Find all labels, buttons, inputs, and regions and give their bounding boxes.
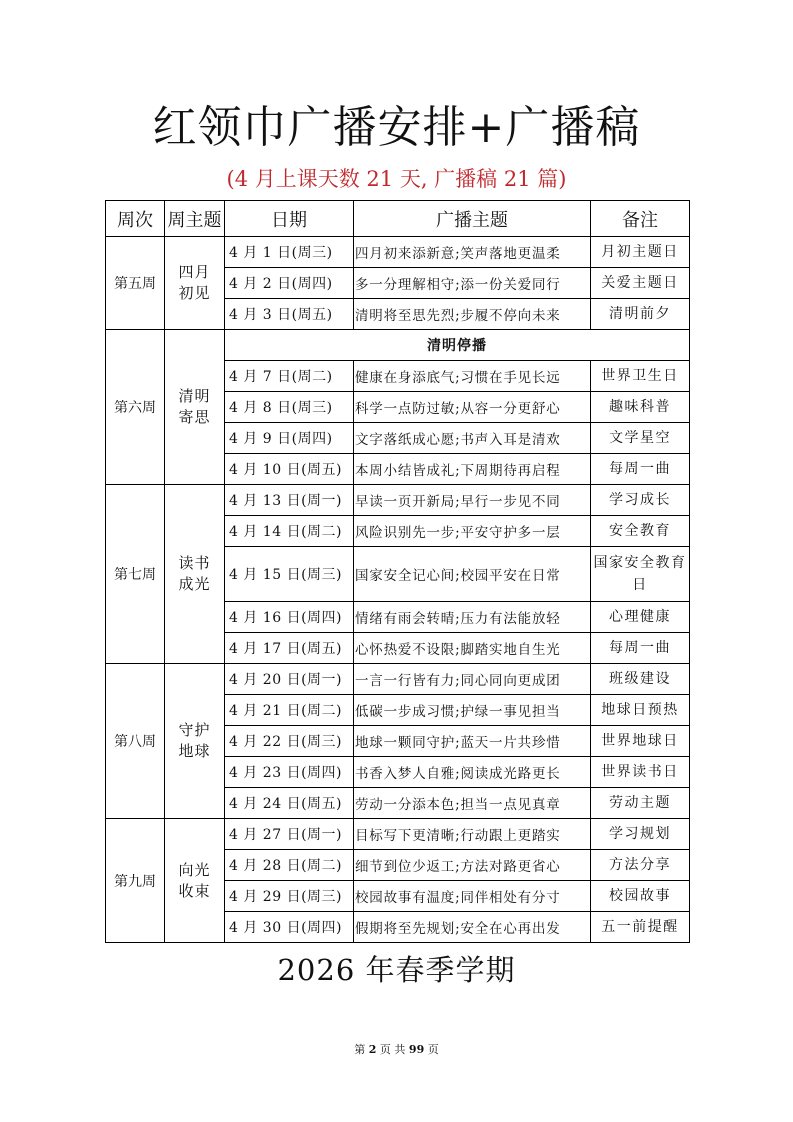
topic-cell: 四月初来添新意;笑声落地更温柔	[354, 237, 591, 268]
header-topic: 广播主题	[354, 201, 591, 237]
date-cell: 4 月 21 日(周二)	[225, 695, 354, 726]
topic-cell: 情绪有雨会转晴;压力有法能放轻	[354, 602, 591, 633]
note-cell: 学习规划	[591, 819, 690, 850]
note-cell: 班级建设	[591, 664, 690, 695]
topic-cell: 文字落纸成心愿;书声入耳是清欢	[354, 423, 591, 454]
topic-cell: 书香入梦人自雅;阅读成光路更长	[354, 757, 591, 788]
week-theme: 向光 收束	[165, 819, 225, 943]
note-cell: 国家安全教育日	[591, 547, 690, 602]
header-note: 备注	[591, 201, 690, 237]
date-cell: 4 月 20 日(周一)	[225, 664, 354, 695]
note-cell: 五一前提醒	[591, 912, 690, 943]
topic-cell: 清明将至思先烈;步履不停向未来	[354, 299, 591, 330]
table-header-row	[106, 201, 690, 237]
week-label: 第六周	[106, 330, 165, 485]
note-cell: 月初主题日	[591, 237, 690, 268]
date-cell: 4 月 27 日(周一)	[225, 819, 354, 850]
no-broadcast-notice: 清明停播	[225, 330, 690, 361]
date-cell: 4 月 2 日(周四)	[225, 268, 354, 299]
week-label: 第五周	[106, 237, 165, 330]
week-theme: 读书 成光	[165, 485, 225, 664]
topic-cell: 地球一颗同守护;蓝天一片共珍惜	[354, 726, 591, 757]
table-row	[106, 664, 690, 695]
note-cell: 文学星空	[591, 423, 690, 454]
week-label: 第九周	[106, 819, 165, 943]
date-cell: 4 月 16 日(周四)	[225, 602, 354, 633]
date-cell: 4 月 13 日(周一)	[225, 485, 354, 516]
term-label: 2026 年春季学期	[277, 953, 516, 987]
table-row	[106, 485, 690, 516]
date-cell: 4 月 3 日(周五)	[225, 299, 354, 330]
topic-cell: 假期将至先规划;安全在心再出发	[354, 912, 591, 943]
note-cell: 世界地球日	[591, 726, 690, 757]
page-number: 第 2 页 共 99 页	[354, 1043, 439, 1056]
date-cell: 4 月 1 日(周三)	[225, 237, 354, 268]
note-cell: 世界读书日	[591, 757, 690, 788]
note-cell: 每周一曲	[591, 633, 690, 664]
date-cell: 4 月 30 日(周四)	[225, 912, 354, 943]
topic-cell: 心怀热爱不设限;脚踏实地自生光	[354, 633, 591, 664]
note-cell: 劳动主题	[591, 788, 690, 819]
broadcast-schedule-table	[105, 200, 690, 943]
date-cell: 4 月 22 日(周三)	[225, 726, 354, 757]
topic-cell: 一言一行皆有力;同心同向更成团	[354, 664, 591, 695]
document-title: 红领巾广播安排+广播稿	[152, 102, 641, 153]
topic-cell: 本周小结皆成礼;下周期待再启程	[354, 454, 591, 485]
topic-cell: 劳动一分添本色;担当一点见真章	[354, 788, 591, 819]
week-theme: 守护 地球	[165, 664, 225, 819]
note-cell: 每周一曲	[591, 454, 690, 485]
note-cell: 心理健康	[591, 602, 690, 633]
topic-cell: 早读一页开新局;早行一步见不同	[354, 485, 591, 516]
date-cell: 4 月 29 日(周三)	[225, 881, 354, 912]
note-cell: 学习成长	[591, 485, 690, 516]
note-cell: 方法分享	[591, 850, 690, 881]
topic-cell: 多一分理解相守;添一份关爱同行	[354, 268, 591, 299]
date-cell: 4 月 9 日(周四)	[225, 423, 354, 454]
table-row	[106, 819, 690, 850]
week-label: 第八周	[106, 664, 165, 819]
date-cell: 4 月 17 日(周五)	[225, 633, 354, 664]
note-cell: 地球日预热	[591, 695, 690, 726]
topic-cell: 国家安全记心间;校园平安在日常	[354, 547, 591, 602]
table-row	[106, 237, 690, 268]
topic-cell: 健康在身添底气;习惯在手见长远	[354, 361, 591, 392]
topic-cell: 目标写下更清晰;行动跟上更踏实	[354, 819, 591, 850]
table-row	[106, 330, 690, 361]
header-week: 周次	[106, 201, 165, 237]
date-cell: 4 月 14 日(周二)	[225, 516, 354, 547]
topic-cell: 低碳一步成习惯;护绿一事见担当	[354, 695, 591, 726]
date-cell: 4 月 28 日(周二)	[225, 850, 354, 881]
note-cell: 校园故事	[591, 881, 690, 912]
note-cell: 关爱主题日	[591, 268, 690, 299]
note-cell: 世界卫生日	[591, 361, 690, 392]
topic-cell: 细节到位少返工;方法对路更省心	[354, 850, 591, 881]
week-theme: 四月 初见	[165, 237, 225, 330]
date-cell: 4 月 7 日(周二)	[225, 361, 354, 392]
topic-cell: 科学一点防过敏;从容一分更舒心	[354, 392, 591, 423]
topic-cell: 风险识别先一步;平安守护多一层	[354, 516, 591, 547]
header-date: 日期	[225, 201, 354, 237]
topic-cell: 校园故事有温度;同伴相处有分寸	[354, 881, 591, 912]
week-label: 第七周	[106, 485, 165, 664]
week-theme: 清明 寄思	[165, 330, 225, 485]
note-cell: 清明前夕	[591, 299, 690, 330]
note-cell: 趣味科普	[591, 392, 690, 423]
date-cell: 4 月 24 日(周五)	[225, 788, 354, 819]
date-cell: 4 月 8 日(周三)	[225, 392, 354, 423]
date-cell: 4 月 23 日(周四)	[225, 757, 354, 788]
note-cell: 安全教育	[591, 516, 690, 547]
header-theme: 周主题	[165, 201, 225, 237]
date-cell: 4 月 10 日(周五)	[225, 454, 354, 485]
document-subtitle: (4 月上课天数 21 天, 广播稿 21 篇)	[226, 167, 567, 191]
date-cell: 4 月 15 日(周三)	[225, 547, 354, 602]
